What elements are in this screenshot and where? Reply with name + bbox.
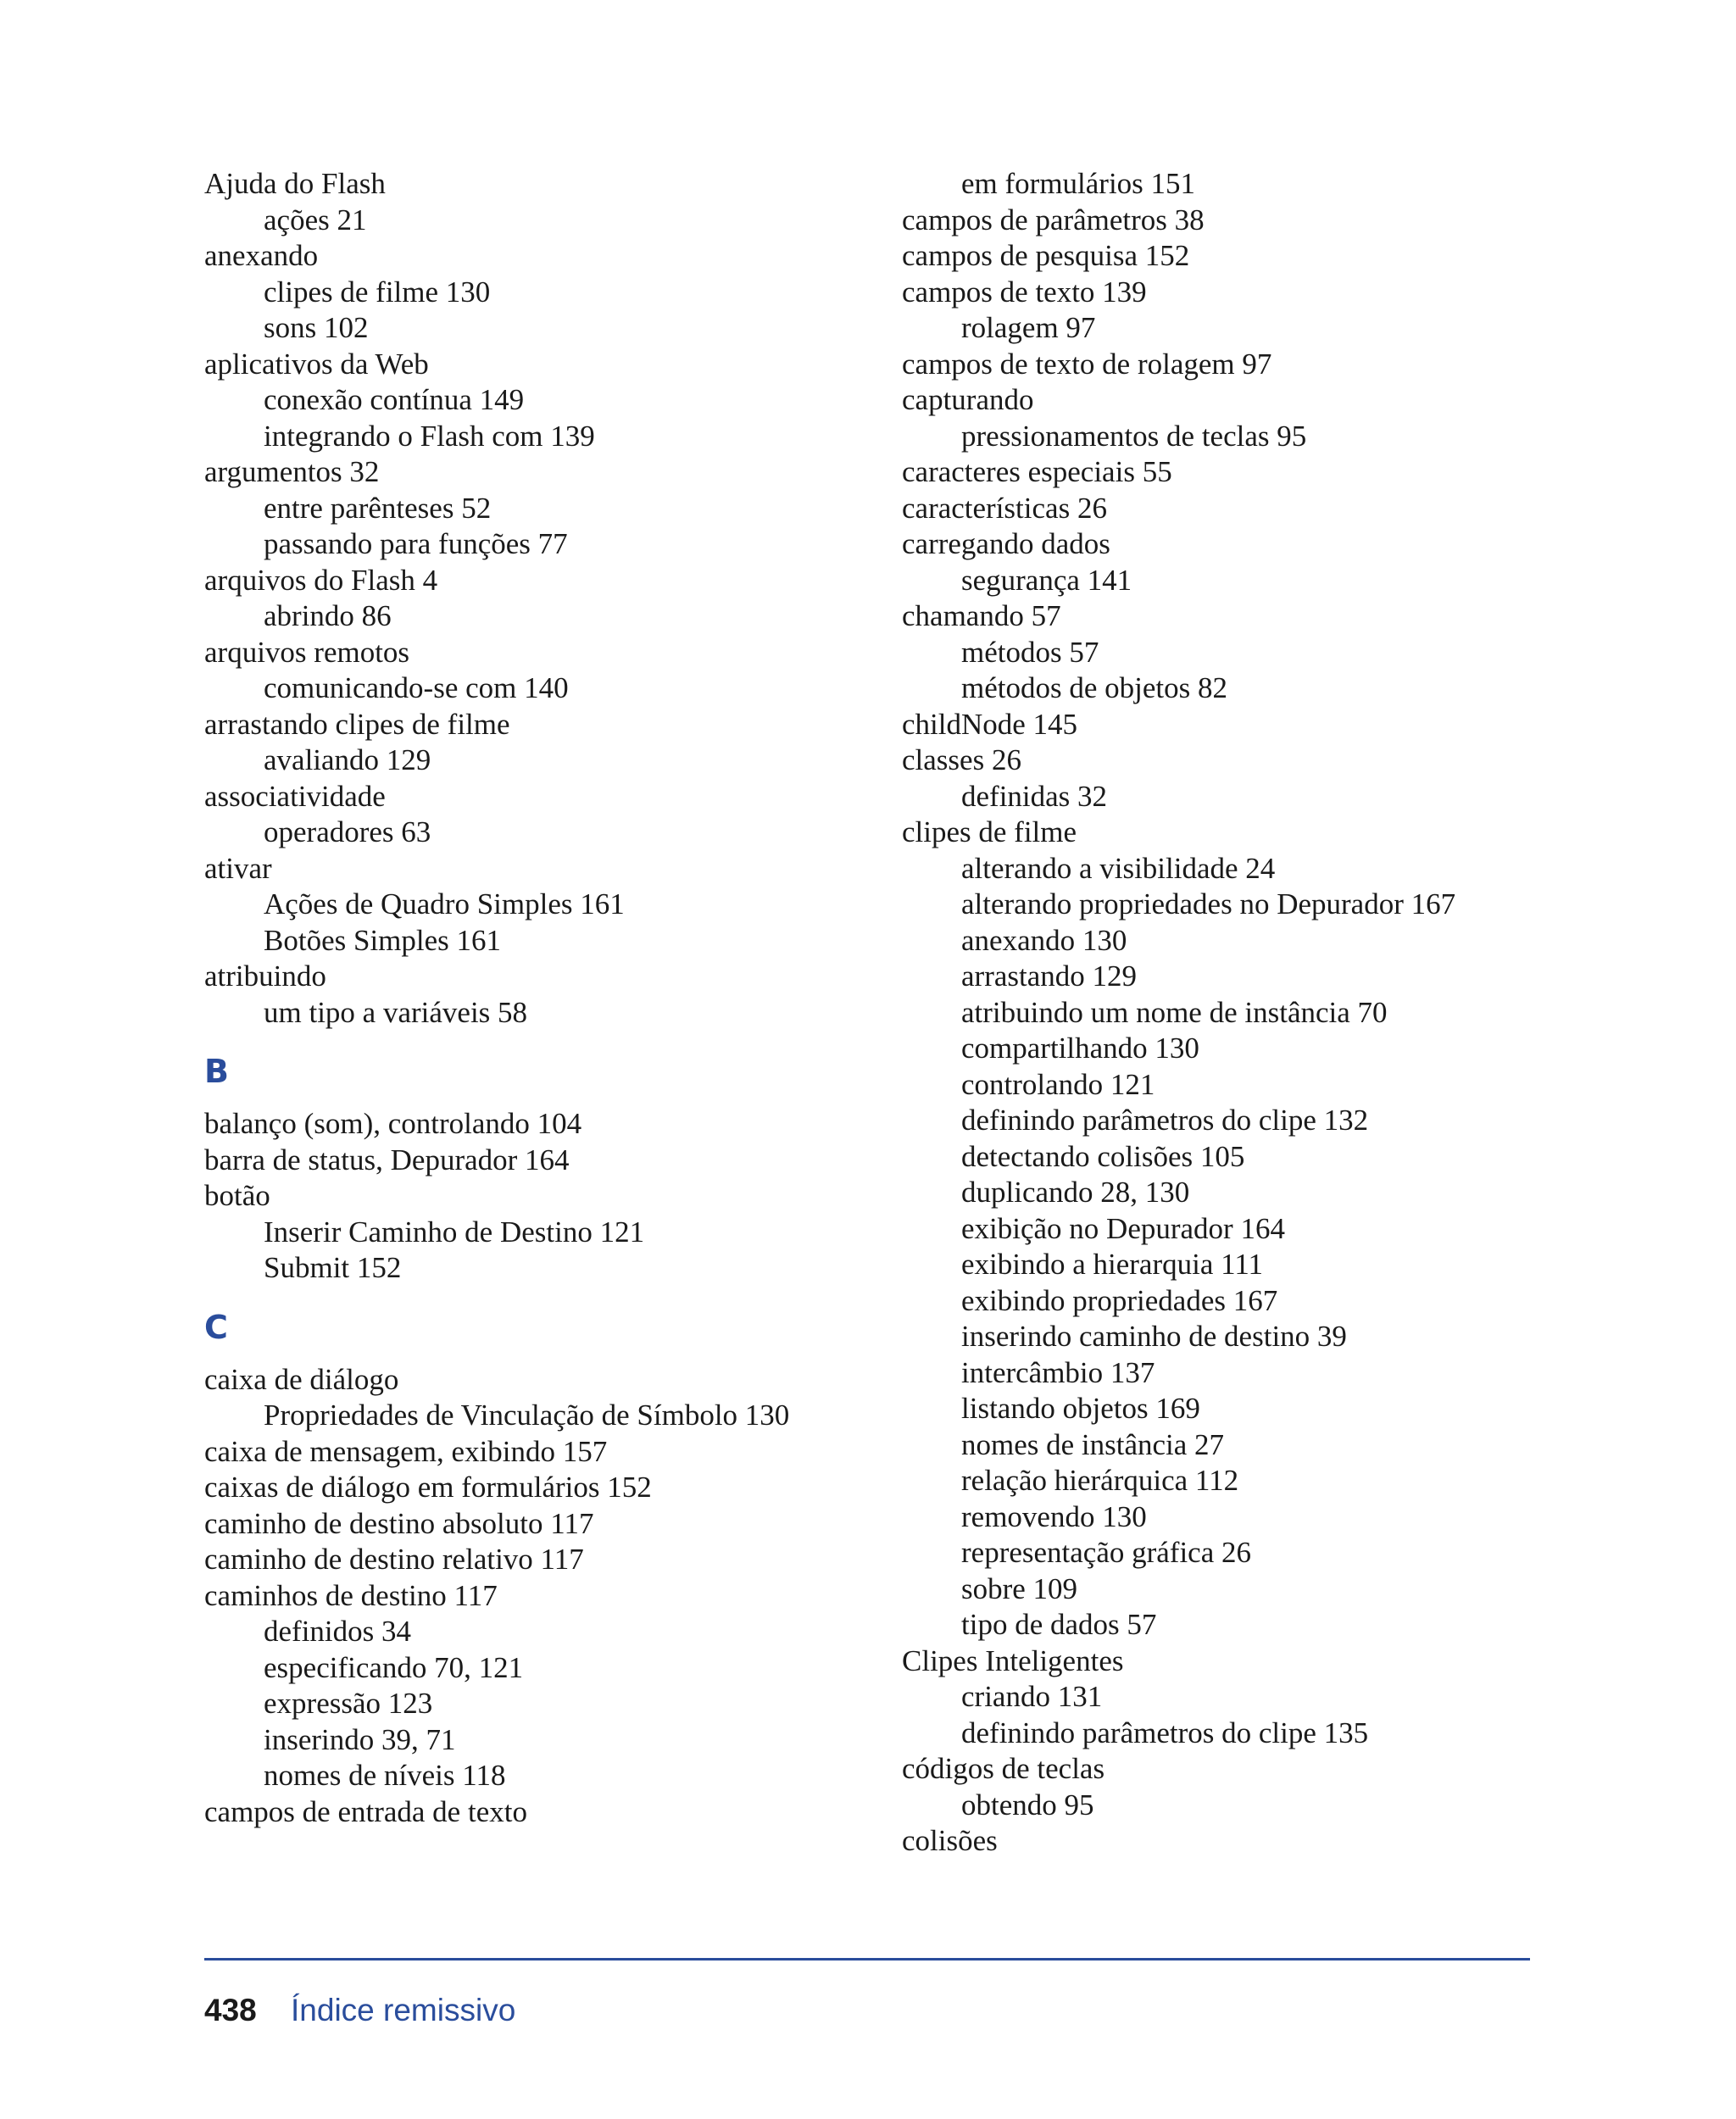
index-entry: botão (204, 1179, 270, 1212)
index-subentry: definidos 34 (264, 1615, 412, 1648)
index-entry: caixa de diálogo (204, 1362, 399, 1396)
index-subentry: obtendo 95 (961, 1788, 1094, 1821)
index-subentry: alterando propriedades no Depurador 167 (961, 887, 1456, 920)
index-subentry: atribuindo um nome de instância 70 (961, 995, 1388, 1029)
index-subentry: representação gráfica 26 (961, 1536, 1252, 1569)
index-subentry: ações 21 (264, 203, 367, 236)
index-subentry: especificando 70, 121 (264, 1650, 524, 1684)
index-entry: anexando (204, 239, 319, 272)
index-subentry: avaliando 129 (264, 743, 431, 776)
index-entry: campos de texto 139 (902, 275, 1147, 309)
page-number: 438 (204, 1993, 257, 2027)
index-subentry: nomes de instância 27 (961, 1427, 1225, 1461)
index-subentry: rolagem 97 (961, 311, 1096, 344)
index-entry: campos de entrada de texto (204, 1794, 527, 1828)
index-subentry: segurança 141 (961, 563, 1132, 597)
page-footer (204, 1989, 515, 2032)
index-subentry: integrando o Flash com 139 (264, 419, 595, 453)
index-entry: arquivos remotos (204, 635, 410, 669)
index-subentry: entre parênteses 52 (264, 491, 492, 525)
index-entry: classes 26 (902, 743, 1021, 776)
index-entry: Clipes Inteligentes (902, 1643, 1124, 1677)
index-subentry: clipes de filme 130 (264, 275, 491, 309)
index-entry: balanço (som), controlando 104 (204, 1107, 582, 1140)
index-subentry: Propriedades de Vinculação de Símbolo 130 (264, 1399, 790, 1432)
index-subentry: Ações de Quadro Simples 161 (264, 887, 625, 920)
index-subentry: definindo parâmetros do clipe 135 (961, 1716, 1369, 1749)
index-subentry: compartilhando 130 (961, 1032, 1199, 1065)
index-subentry: Inserir Caminho de Destino 121 (264, 1215, 645, 1249)
index-entry: associatividade (204, 779, 386, 813)
index-subentry: listando objetos 169 (961, 1392, 1200, 1425)
index-subentry: passando para funções 77 (264, 527, 568, 560)
index-entry: caminhos de destino 117 (204, 1578, 498, 1612)
index-subentry: exibição no Depurador 164 (961, 1211, 1285, 1245)
index-subentry: métodos de objetos 82 (961, 671, 1227, 704)
index-subentry: definidas 32 (961, 779, 1108, 813)
index-subentry: intercâmbio 137 (961, 1355, 1155, 1389)
section-letter-heading: B (204, 1053, 230, 1090)
index-subentry: criando 131 (961, 1680, 1103, 1713)
index-entry: campos de pesquisa 152 (902, 239, 1190, 272)
index-entry: chamando 57 (902, 599, 1061, 632)
index-subentry: anexando 130 (961, 923, 1127, 957)
index-entry: caixas de diálogo em formulários 152 (204, 1471, 652, 1504)
index-entry: childNode 145 (902, 707, 1078, 741)
index-subentry: relação hierárquica 112 (961, 1464, 1239, 1497)
index-entry: capturando (902, 383, 1034, 416)
index-subentry: pressionamentos de teclas 95 (961, 419, 1307, 453)
index-subentry: arrastando 129 (961, 959, 1138, 993)
index-subentry: sons 102 (264, 311, 369, 344)
index-entry: arrastando clipes de filme (204, 707, 510, 741)
running-title: Índice remissivo (291, 1993, 516, 2027)
index-column-right (902, 166, 1546, 1860)
index-subentry: sobre 109 (961, 1571, 1078, 1605)
index-entry: caminho de destino relativo 117 (204, 1543, 584, 1576)
index-subentry: nomes de níveis 118 (264, 1759, 506, 1792)
index-subentry: removendo 130 (961, 1499, 1147, 1533)
index-subentry: expressão 123 (264, 1687, 433, 1720)
index-entry: campos de parâmetros 38 (902, 203, 1205, 236)
index-entry: barra de status, Depurador 164 (204, 1143, 570, 1176)
index-subentry: em formulários 151 (961, 167, 1196, 200)
index-entry: aplicativos da Web (204, 347, 429, 381)
index-entry: Ajuda do Flash (204, 167, 386, 200)
index-subentry: um tipo a variáveis 58 (264, 995, 528, 1029)
index-subentry: tipo de dados 57 (961, 1608, 1157, 1641)
index-subentry: exibindo a hierarquia 111 (961, 1248, 1264, 1281)
index-entry: códigos de teclas (902, 1752, 1105, 1785)
index-subentry: detectando colisões 105 (961, 1139, 1245, 1173)
index-entry: caminho de destino absoluto 117 (204, 1506, 594, 1540)
footer-rule (204, 1958, 1530, 1960)
index-entry: caixa de mensagem, exibindo 157 (204, 1434, 608, 1468)
index-subentry: Botões Simples 161 (264, 923, 502, 957)
index-subentry: inserindo caminho de destino 39 (961, 1320, 1347, 1353)
index-subentry: controlando 121 (961, 1067, 1155, 1101)
index-subentry: comunicando-se com 140 (264, 671, 569, 704)
index-entry: argumentos 32 (204, 455, 380, 488)
index-subentry: duplicando 28, 130 (961, 1176, 1190, 1209)
index-entry: clipes de filme (902, 815, 1077, 848)
index-entry: campos de texto de rolagem 97 (902, 347, 1272, 381)
index-entry: atribuindo (204, 959, 326, 993)
index-subentry: alterando a visibilidade 24 (961, 851, 1276, 885)
index-subentry: Submit 152 (264, 1251, 402, 1284)
index-column-left (204, 166, 882, 1830)
section-letter-heading: C (204, 1308, 229, 1346)
index-subentry: definindo parâmetros do clipe 132 (961, 1104, 1369, 1137)
index-subentry: conexão contínua 149 (264, 383, 525, 416)
index-entry: caracteres especiais 55 (902, 455, 1172, 488)
index-entry: arquivos do Flash 4 (204, 563, 438, 597)
index-entry: colisões (902, 1824, 998, 1857)
index-entry: carregando dados (902, 527, 1110, 560)
index-subentry: operadores 63 (264, 815, 431, 848)
index-subentry: abrindo 86 (264, 599, 392, 632)
index-subentry: exibindo propriedades 167 (961, 1283, 1278, 1317)
index-subentry: inserindo 39, 71 (264, 1722, 456, 1756)
index-entry: ativar (204, 851, 272, 885)
index-entry: características 26 (902, 491, 1107, 525)
index-subentry: métodos 57 (961, 635, 1099, 669)
